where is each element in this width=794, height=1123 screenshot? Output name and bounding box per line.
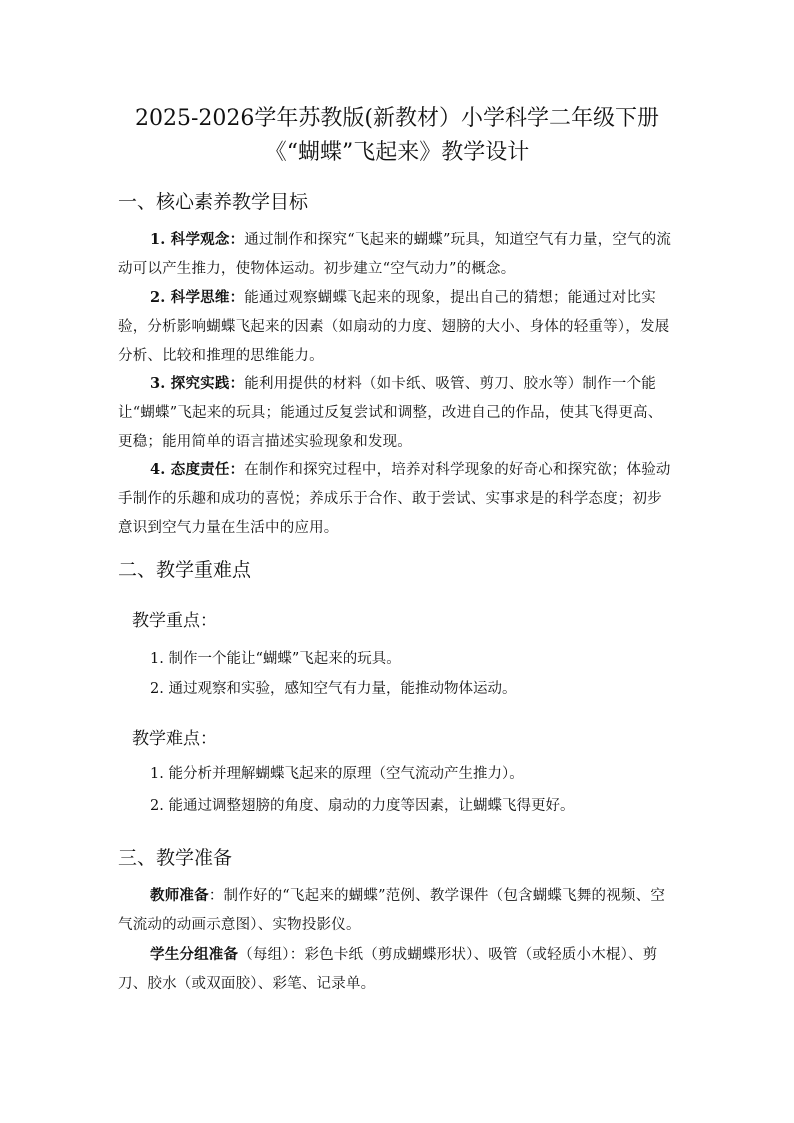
section-heading-prep: 三、教学准备 <box>118 847 233 869</box>
goal-paragraph-1 <box>118 225 676 284</box>
document-title-line-1: 2025-2026学年苏教版(新教材）小学科学二年级下册 <box>135 106 659 131</box>
goal-label: 1. 科学观念： <box>150 231 245 248</box>
student-prep-label: 学生分组准备 <box>150 946 239 963</box>
goal-label: 4. 态度责任： <box>150 461 245 478</box>
goal-text: 通过制作和探究“飞起来的蝴蝶”玩具，知道空气有力量，空气的流动可以产生推力，使物体运动。初步建立“空气动力”的概念。 <box>118 232 672 277</box>
focus-heading: 教学重点： <box>132 611 217 631</box>
teacher-prep-label: 教师准备 <box>150 887 209 904</box>
document-title-line-2: 《“蝴蝶”飞起来》教学设计 <box>264 140 530 165</box>
difficulty-heading: 教学难点： <box>132 729 217 749</box>
goal-text: 在制作和探究过程中，培养对科学现象的好奇心和探究欲；体验动手制作的乐趣和成功的喜悦；养成乐于合作、敢于尝试、实事求是的科学态度；初步意识到空气力量在生活中的应用。 <box>118 462 671 536</box>
goal-label: 3. 探究实践： <box>150 375 245 392</box>
difficulty-item-1: 1. 能分析并理解蝴蝶飞起来的原理（空气流动产生推力）。 <box>150 766 524 782</box>
focus-item-1: 1. 制作一个能让“蝴蝶”飞起来的玩具。 <box>150 651 401 667</box>
section-heading-goals: 一、核心素养教学目标 <box>118 191 309 213</box>
teacher-prep-paragraph <box>118 881 676 940</box>
section-heading-keypoints: 二、教学重难点 <box>118 559 252 581</box>
difficulty-item-2: 2. 能通过调整翅膀的角度、扇动的力度等因素，让蝴蝶飞得更好。 <box>150 798 575 814</box>
student-prep-paragraph <box>118 940 676 999</box>
goal-text: 能通过观察蝴蝶飞起来的现象，提出自己的猜想；能通过对比实验，分析影响蝴蝶飞起来的因素（如扇动的力度、翅膀的大小、身体的轻重等），发展分析、比较和推理的思维能力。 <box>118 290 670 364</box>
goal-paragraph-4 <box>118 455 676 543</box>
goal-paragraph-2 <box>118 283 676 371</box>
goal-label: 2. 科学思维： <box>150 289 245 306</box>
goal-text: 能利用提供的材料（如卡纸、吸管、剪刀、胶水等）制作一个能让“蝴蝶”飞起来的玩具；能通过反复尝试和调整，改进自己的作品，使其飞得更高、更稳；能用简单的语言描述实验现象和发现。 <box>118 376 663 450</box>
goal-paragraph-3 <box>118 369 676 457</box>
focus-item-2: 2. 通过观察和实验，感知空气有力量，能推动物体运动。 <box>150 681 517 697</box>
teacher-prep-text: ：制作好的“飞起来的蝴蝶”范例、教学课件（包含蝴蝶飞舞的视频、空气流动的动画示意图）、实物投影仪。 <box>118 888 666 933</box>
student-prep-text: （每组）：彩色卡纸（剪成蝴蝶形状）、吸管（或轻质小木棍）、剪刀、胶水（或双面胶）、彩笔、记录单。 <box>118 947 658 992</box>
